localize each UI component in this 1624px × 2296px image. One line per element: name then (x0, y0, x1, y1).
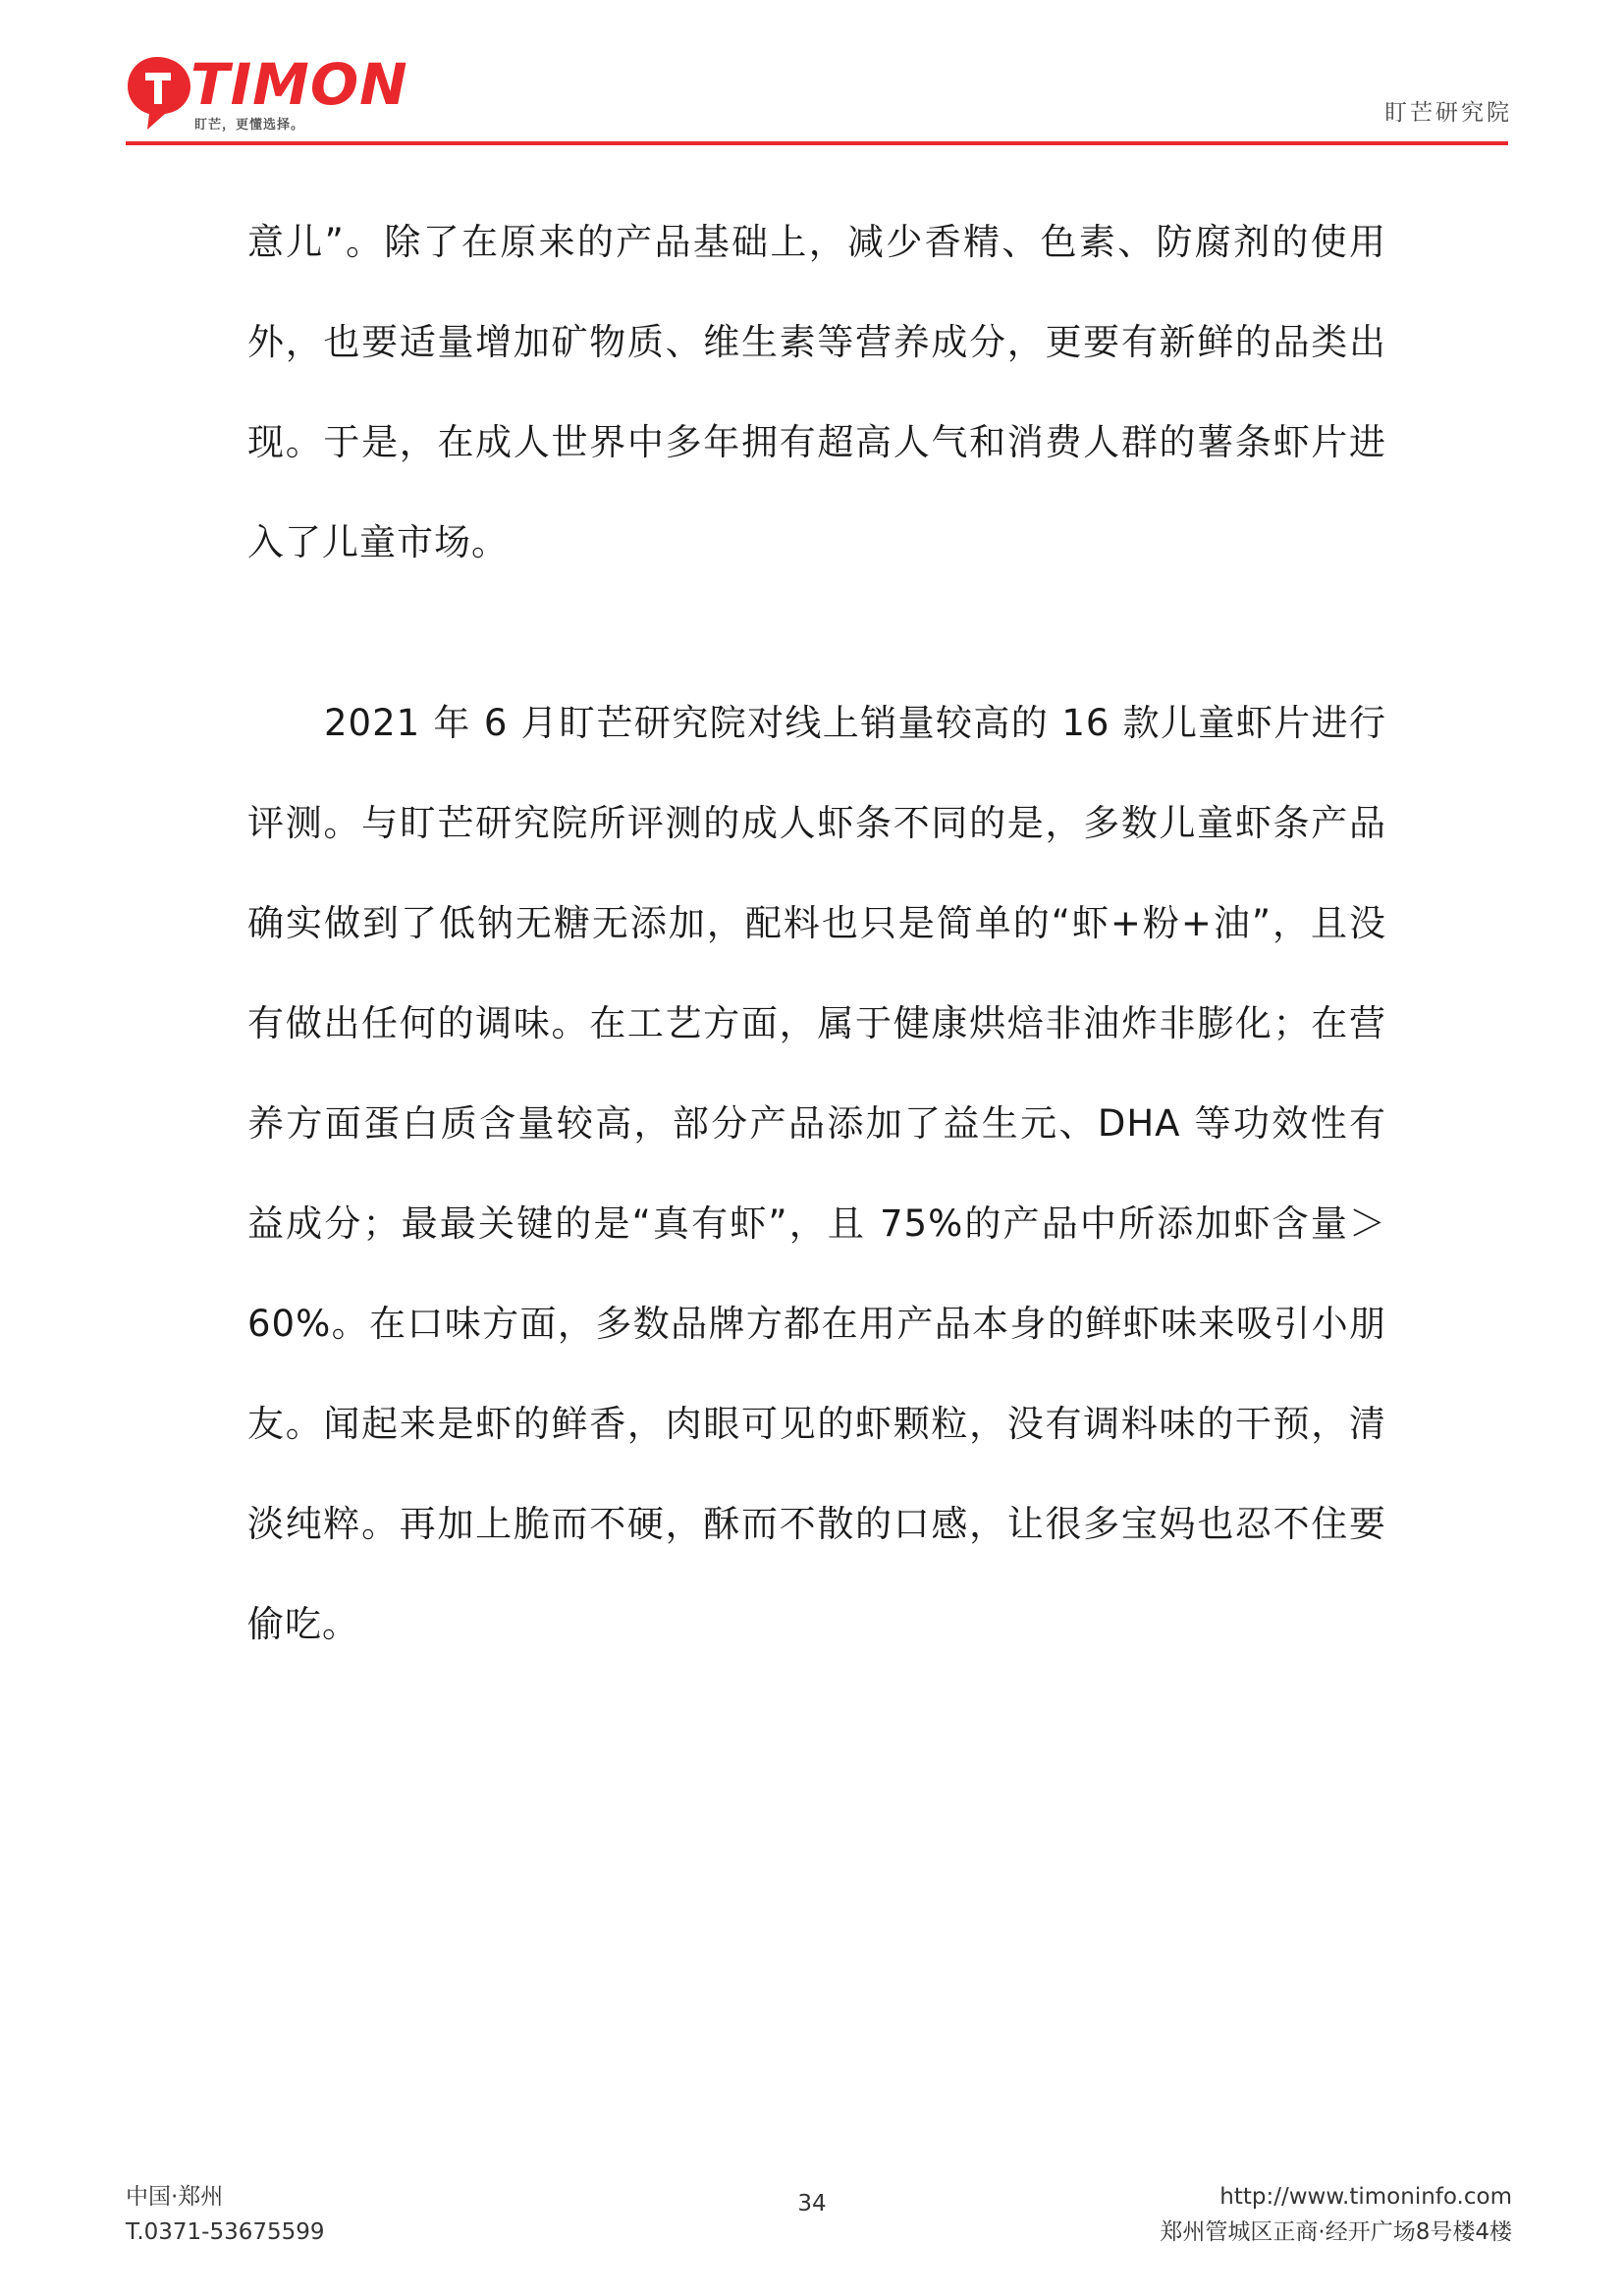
footer-website[interactable]: http://www.timoninfo.com (1219, 2184, 1512, 2210)
footer-location: 中国·郑州 (126, 2184, 224, 2210)
footer-address-block (1160, 2179, 1512, 2250)
paragraph-spacer (247, 593, 1386, 673)
header-org-name: 盯芒研究院 (1384, 100, 1512, 126)
article-body (247, 192, 1386, 1675)
logo-slogan: 盯芒，更懂选择。 (194, 118, 305, 133)
timon-logo (126, 51, 408, 135)
header-divider (126, 141, 1508, 145)
footer-phone: T.0371-53675599 (126, 2219, 325, 2245)
paragraph-1: 意儿”。除了在原来的产品基础上，减少香精、色素、防腐剂的使用外，也要适量增加矿物质、维生素等营养成分，更要有新鲜的品类出现。于是，在成人世界中多年拥有超高人气和消费人群的薯条虾片进入了儿童市场。 (247, 221, 1386, 563)
page-header (0, 0, 1624, 157)
logo-wordmark: TIMON (190, 51, 408, 118)
paragraph-2: 2021 年 6 月盯芒研究院对线上销量较高的 16 款儿童虾片进行评测。与盯芒研究院所评测的成人虾条不同的是，多数儿童虾条产品确实做到了低钠无糖无添加，配料也只是简单的“虾+粉+油”，且没有做出任何的调味。在工艺方面，属于健康烘焙非油炸非膨化；在营养方面蛋白质含量较高，部分产品添加了益生元、DHA 等功效性有益成分；最最关键的是“真有虾”，且 75%的产品中所添加虾含量＞60%。在口味方面，多数品牌方都在用产品本身的鲜虾味来吸引小朋友。闻起来是虾的鲜香，肉眼可见的虾颗粒，没有调料味的干预，清淡纯粹。再加上脆而不硬，酥而不散的口感，让很多宝妈也忍不住要偷吃。 (247, 702, 1386, 1645)
footer-address: 郑州管城区正商·经开广场8号楼4楼 (1160, 2219, 1512, 2245)
page-number: 34 (797, 2191, 827, 2216)
